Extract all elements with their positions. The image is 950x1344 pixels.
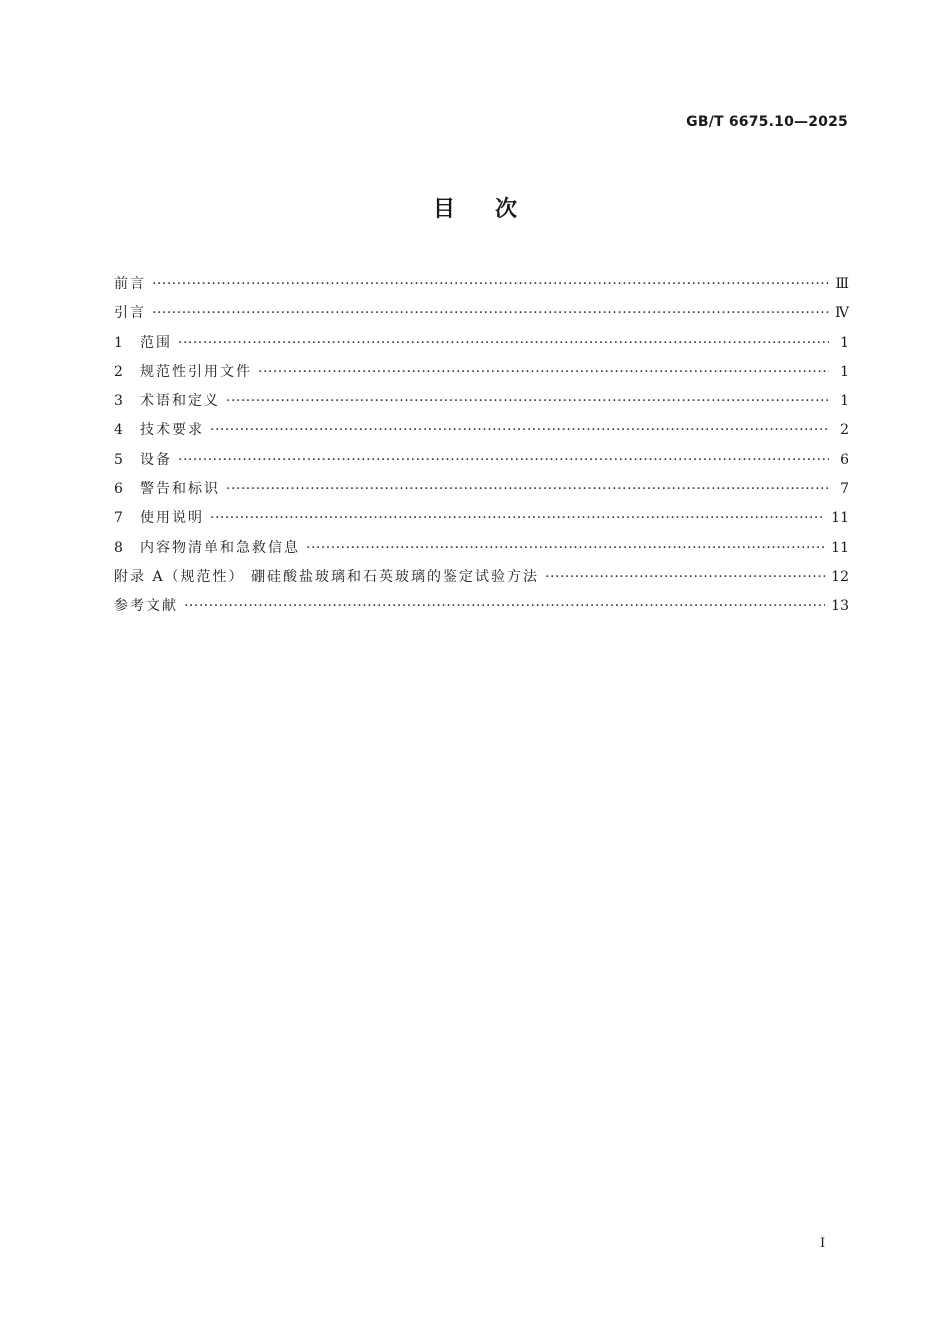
toc-entry-number: 1 bbox=[114, 334, 123, 351]
toc-leader-dots bbox=[258, 358, 829, 387]
toc-entry-page: Ⅲ bbox=[835, 276, 849, 292]
toc-entry-label: 规范性引用文件 bbox=[140, 363, 252, 380]
toc-entry-page: 7 bbox=[840, 481, 849, 498]
toc-entry-number: 4 bbox=[114, 422, 123, 439]
toc-entry-instructions[interactable] bbox=[114, 504, 849, 533]
toc-entry-page: 1 bbox=[840, 363, 849, 380]
toc-entry-introduction[interactable] bbox=[114, 299, 849, 328]
toc-entry-label: 技术要求 bbox=[140, 422, 204, 439]
toc-leader-dots bbox=[226, 387, 829, 416]
toc-entry-label: 参考文献 bbox=[114, 598, 178, 615]
toc-leader-dots bbox=[152, 270, 829, 299]
standard-number: GB/T 6675.10—2025 bbox=[686, 114, 848, 130]
toc-entry-technical-requirements[interactable] bbox=[114, 416, 849, 445]
toc-entry-label: 引言 bbox=[114, 305, 146, 322]
toc-entry-number: 8 bbox=[114, 539, 123, 556]
toc-entry-label: 使用说明 bbox=[140, 510, 204, 527]
toc-entry-terms-definitions[interactable] bbox=[114, 387, 849, 416]
toc-leader-dots bbox=[184, 592, 825, 621]
toc-leader-dots bbox=[210, 504, 825, 533]
toc-leader-dots bbox=[545, 563, 825, 592]
toc-leader-dots bbox=[178, 446, 829, 475]
toc-entry-number: 2 bbox=[114, 363, 123, 380]
toc-entry-number: 5 bbox=[114, 451, 123, 468]
toc-entry-page: 1 bbox=[840, 334, 849, 351]
toc-entry-page: 11 bbox=[831, 510, 849, 527]
toc-entry-warnings-markings[interactable] bbox=[114, 475, 849, 504]
table-of-contents bbox=[114, 270, 849, 622]
toc-entry-page: 6 bbox=[840, 451, 849, 468]
toc-leader-dots bbox=[210, 416, 829, 445]
toc-entry-foreword[interactable] bbox=[114, 270, 849, 299]
toc-leader-dots bbox=[306, 534, 825, 563]
toc-entry-label: 警告和标识 bbox=[140, 481, 220, 498]
toc-entry-label: 前言 bbox=[114, 276, 146, 292]
toc-entry-contents-first-aid[interactable] bbox=[114, 534, 849, 563]
toc-entry-page: Ⅳ bbox=[835, 305, 849, 322]
toc-entry-label: 内容物清单和急救信息 bbox=[140, 539, 300, 556]
toc-entry-normative-references[interactable] bbox=[114, 358, 849, 387]
toc-entry-number: 3 bbox=[114, 393, 123, 410]
toc-entry-page: 2 bbox=[840, 422, 849, 439]
toc-entry-number: 7 bbox=[114, 510, 123, 527]
toc-title: 目次 bbox=[432, 197, 557, 222]
toc-entry-equipment[interactable] bbox=[114, 446, 849, 475]
toc-entry-page: 1 bbox=[840, 393, 849, 410]
toc-entry-label: 术语和定义 bbox=[140, 393, 220, 410]
toc-entry-label: 设备 bbox=[140, 451, 172, 468]
toc-leader-dots bbox=[178, 329, 829, 358]
page-number: Ⅰ bbox=[820, 1236, 826, 1251]
toc-entry-label: 附录 A（规范性） 硼硅酸盐玻璃和石英玻璃的鉴定试验方法 bbox=[114, 568, 540, 585]
toc-entry-annex-a[interactable] bbox=[114, 563, 849, 592]
toc-leader-dots bbox=[152, 299, 829, 328]
toc-entry-label: 范围 bbox=[140, 334, 172, 351]
toc-entry-scope[interactable] bbox=[114, 329, 849, 358]
toc-leader-dots bbox=[226, 475, 829, 504]
toc-entry-bibliography[interactable] bbox=[114, 592, 849, 621]
toc-entry-page: 12 bbox=[831, 568, 849, 585]
toc-entry-page: 13 bbox=[831, 598, 849, 615]
toc-entry-page: 11 bbox=[831, 539, 849, 556]
toc-entry-number: 6 bbox=[114, 481, 123, 498]
